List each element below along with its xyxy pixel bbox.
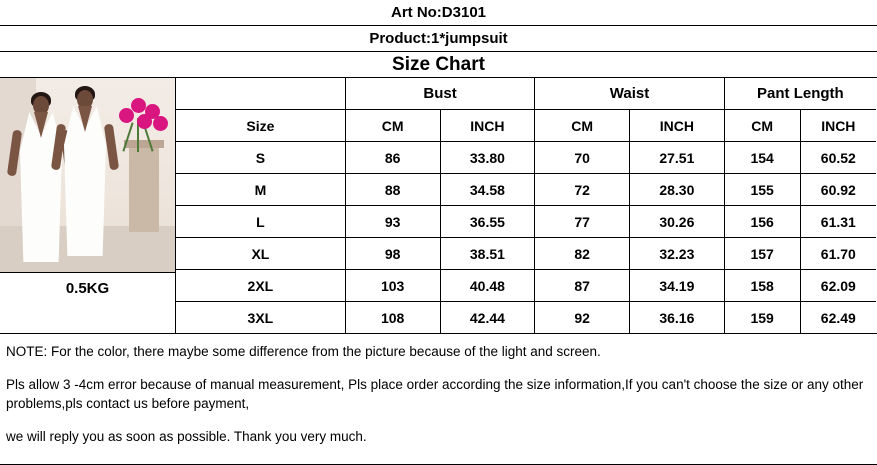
cell-pant-cm: 158: [724, 270, 800, 302]
cell-size: L: [176, 206, 345, 238]
cell-size: 3XL: [176, 302, 345, 334]
cell-pant-inch: 61.70: [800, 238, 876, 270]
page-title: Size Chart: [0, 52, 877, 78]
cell-size: 2XL: [176, 270, 345, 302]
cell-pant-cm: 159: [724, 302, 800, 334]
cell-waist-inch: 28.30: [630, 174, 725, 206]
cell-waist-cm: 82: [535, 238, 630, 270]
pedestal: [129, 146, 159, 232]
cell-pant-inch: 62.09: [800, 270, 876, 302]
cell-bust-inch: 33.80: [440, 142, 535, 174]
col-header-bust-cm: CM: [345, 110, 440, 142]
cell-waist-cm: 77: [535, 206, 630, 238]
cell-bust-cm: 86: [345, 142, 440, 174]
size-table: [176, 78, 876, 333]
cell-pant-inch: 60.92: [800, 174, 876, 206]
cell-bust-cm: 108: [345, 302, 440, 334]
flowers: [113, 96, 169, 152]
cell-waist-inch: 36.16: [630, 302, 725, 334]
cell-bust-cm: 103: [345, 270, 440, 302]
cell-waist-inch: 30.26: [630, 206, 725, 238]
product-photo: [0, 78, 175, 272]
cell-pant-cm: 155: [724, 174, 800, 206]
note-reply: we will reply you as soon as possible. Thank you very much.: [6, 428, 367, 444]
cell-waist-cm: 92: [535, 302, 630, 334]
cell-pant-inch: 61.31: [800, 206, 876, 238]
cell-size: S: [176, 142, 345, 174]
photo-cell: [0, 78, 176, 333]
chart-area: [0, 78, 877, 334]
cell-waist-inch: 32.23: [630, 238, 725, 270]
cell-size: M: [176, 174, 345, 206]
cell-bust-cm: 88: [345, 174, 440, 206]
group-empty-cell: [176, 78, 345, 110]
group-header-pant-length: Pant Length: [724, 78, 876, 110]
note-measurement: Pls allow 3 -4cm error because of manual measurement, Pls place order according the size information,If you can't choose the size or any other problems,pls contact us before payment,: [6, 376, 864, 412]
cell-pant-cm: 154: [724, 142, 800, 174]
col-header-pant-inch: INCH: [800, 110, 876, 142]
table-row: [176, 174, 876, 206]
weight-value: 0.5KG: [0, 272, 175, 303]
cell-bust-cm: 93: [345, 206, 440, 238]
cell-pant-cm: 156: [724, 206, 800, 238]
cell-bust-inch: 42.44: [440, 302, 535, 334]
table-row: [176, 238, 876, 270]
group-header-bust: Bust: [345, 78, 534, 110]
cell-pant-cm: 157: [724, 238, 800, 270]
cell-waist-inch: 34.19: [630, 270, 725, 302]
table-row: [176, 302, 876, 334]
cell-pant-inch: 60.52: [800, 142, 876, 174]
cell-bust-inch: 36.55: [440, 206, 535, 238]
art-no-header: Art No:D3101: [0, 0, 877, 26]
group-header-waist: Waist: [535, 78, 724, 110]
table-group-header-row: [176, 78, 876, 110]
cell-waist-cm: 70: [535, 142, 630, 174]
cell-waist-inch: 27.51: [630, 142, 725, 174]
note-color: NOTE: For the color, there maybe some difference from the picture because of the light and screen.: [6, 344, 601, 359]
cell-waist-cm: 87: [535, 270, 630, 302]
table-column-header-row: [176, 110, 876, 142]
notes-section: [0, 334, 877, 450]
col-header-size: Size: [176, 110, 345, 142]
col-header-bust-inch: INCH: [440, 110, 535, 142]
cell-bust-cm: 98: [345, 238, 440, 270]
cell-bust-inch: 34.58: [440, 174, 535, 206]
model-right: [58, 90, 112, 272]
cell-bust-inch: 40.48: [440, 270, 535, 302]
col-header-waist-inch: INCH: [630, 110, 725, 142]
cell-pant-inch: 62.49: [820, 309, 856, 326]
product-header: Product:1*jumpsuit: [0, 26, 877, 52]
table-row: [176, 142, 876, 174]
table-row: [176, 206, 876, 238]
col-header-waist-cm: CM: [535, 110, 630, 142]
col-header-pant-cm: CM: [724, 110, 800, 142]
cell-waist-cm: 72: [535, 174, 630, 206]
table-row: [176, 270, 876, 302]
cell-bust-inch: 38.51: [440, 238, 535, 270]
cell-size: XL: [176, 238, 345, 270]
